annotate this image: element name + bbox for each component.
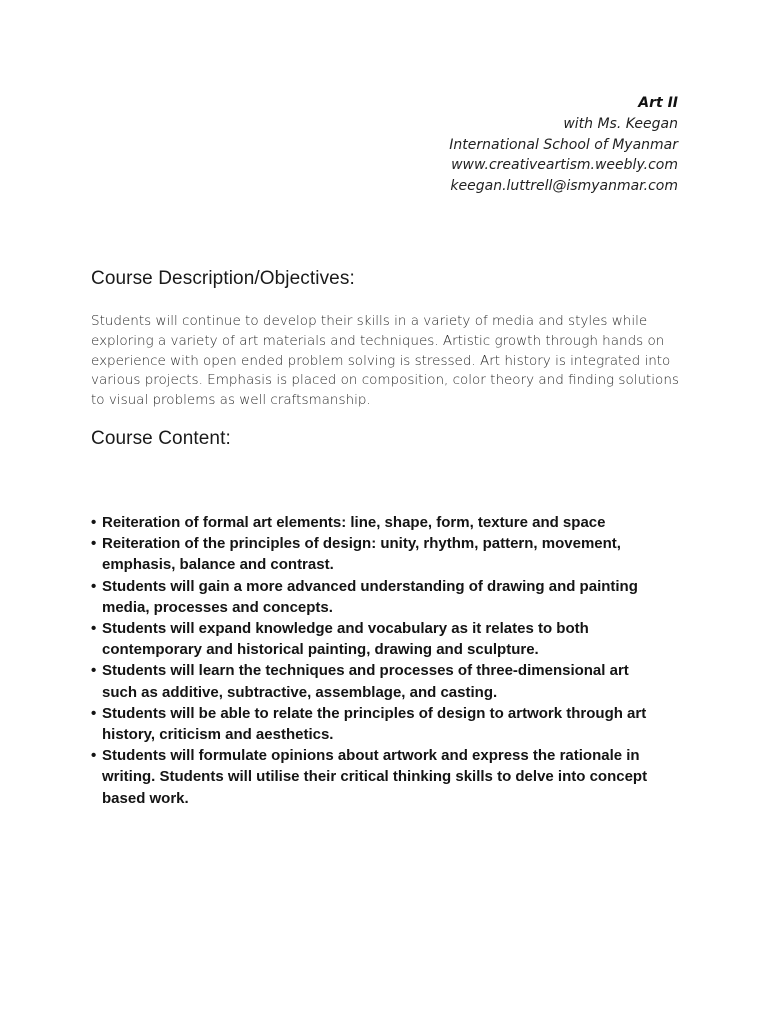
- list-item-line: such as additive, subtractive, assemblage, and casting.: [102, 683, 498, 701]
- description-line: to visual problems as well craftsmanship.: [91, 392, 371, 409]
- description-line: experience with open ended problem solving is stressed. Art history is integrated into: [91, 352, 671, 369]
- list-item: [91, 660, 691, 702]
- description-line: various projects. Emphasis is placed on composition, color theory and finding solutions: [91, 372, 679, 389]
- list-item: [91, 745, 691, 809]
- email-address: keegan.luttrell@ismyanmar.com: [450, 178, 678, 195]
- website-url: www.creativeartism.weebly.com: [451, 157, 678, 174]
- list-item-line: media, processes and concepts.: [102, 598, 333, 616]
- list-item-line: Students will formulate opinions about artwork and express the rationale in: [102, 747, 640, 765]
- description-line: Students will continue to develop their skills in a variety of media and styles while: [91, 313, 648, 329]
- course-description: [91, 312, 681, 411]
- bullet-point: •: [91, 747, 97, 765]
- list-item: [91, 576, 691, 618]
- course-content-list: [91, 512, 691, 809]
- list-item-line: Students will learn the techniques and processes of three-dimensional art: [102, 662, 629, 680]
- bullet-point: •: [91, 662, 97, 680]
- list-item-line: Students will gain a more advanced understanding of drawing and painting: [102, 577, 638, 595]
- description-line: exploring a variety of art materials and techniques. Artistic growth through hands on: [91, 332, 665, 349]
- school-name: International School of Myanmar: [449, 136, 678, 153]
- list-item-line: emphasis, balance and contrast.: [102, 556, 334, 574]
- list-item-line: Reiteration of formal art elements: line, shape, form, texture and space: [102, 514, 606, 531]
- course-title: Art II: [638, 95, 678, 111]
- list-item-line: writing. Students will utilise their critical thinking skills to delve into concept: [102, 768, 648, 786]
- bullet-point: •: [91, 704, 97, 722]
- list-item-line: contemporary and historical painting, drawing and sculpture.: [102, 641, 539, 659]
- list-item: [91, 703, 691, 745]
- list-item-line: Students will expand knowledge and vocabulary as it relates to both: [102, 620, 589, 638]
- bullet-point: •: [91, 535, 97, 553]
- list-item-line: based work.: [102, 789, 189, 807]
- list-item: [91, 618, 691, 660]
- list-item: [91, 512, 691, 533]
- list-item: [91, 533, 691, 575]
- bullet-point: •: [91, 514, 97, 531]
- bullet-point: •: [91, 620, 97, 638]
- course-header: [449, 93, 678, 197]
- objectives-heading: Course Description/Objectives:: [91, 268, 355, 289]
- list-item-line: history, criticism and aesthetics.: [102, 726, 334, 744]
- content-heading: Course Content:: [91, 428, 231, 449]
- list-item-line: Students will be able to relate the principles of design to artwork through art: [102, 704, 647, 722]
- list-item-line: Reiteration of the principles of design: unity, rhythm, pattern, movement,: [102, 535, 621, 553]
- bullet-point: •: [91, 577, 97, 595]
- teacher-name: with Ms. Keegan: [563, 115, 678, 132]
